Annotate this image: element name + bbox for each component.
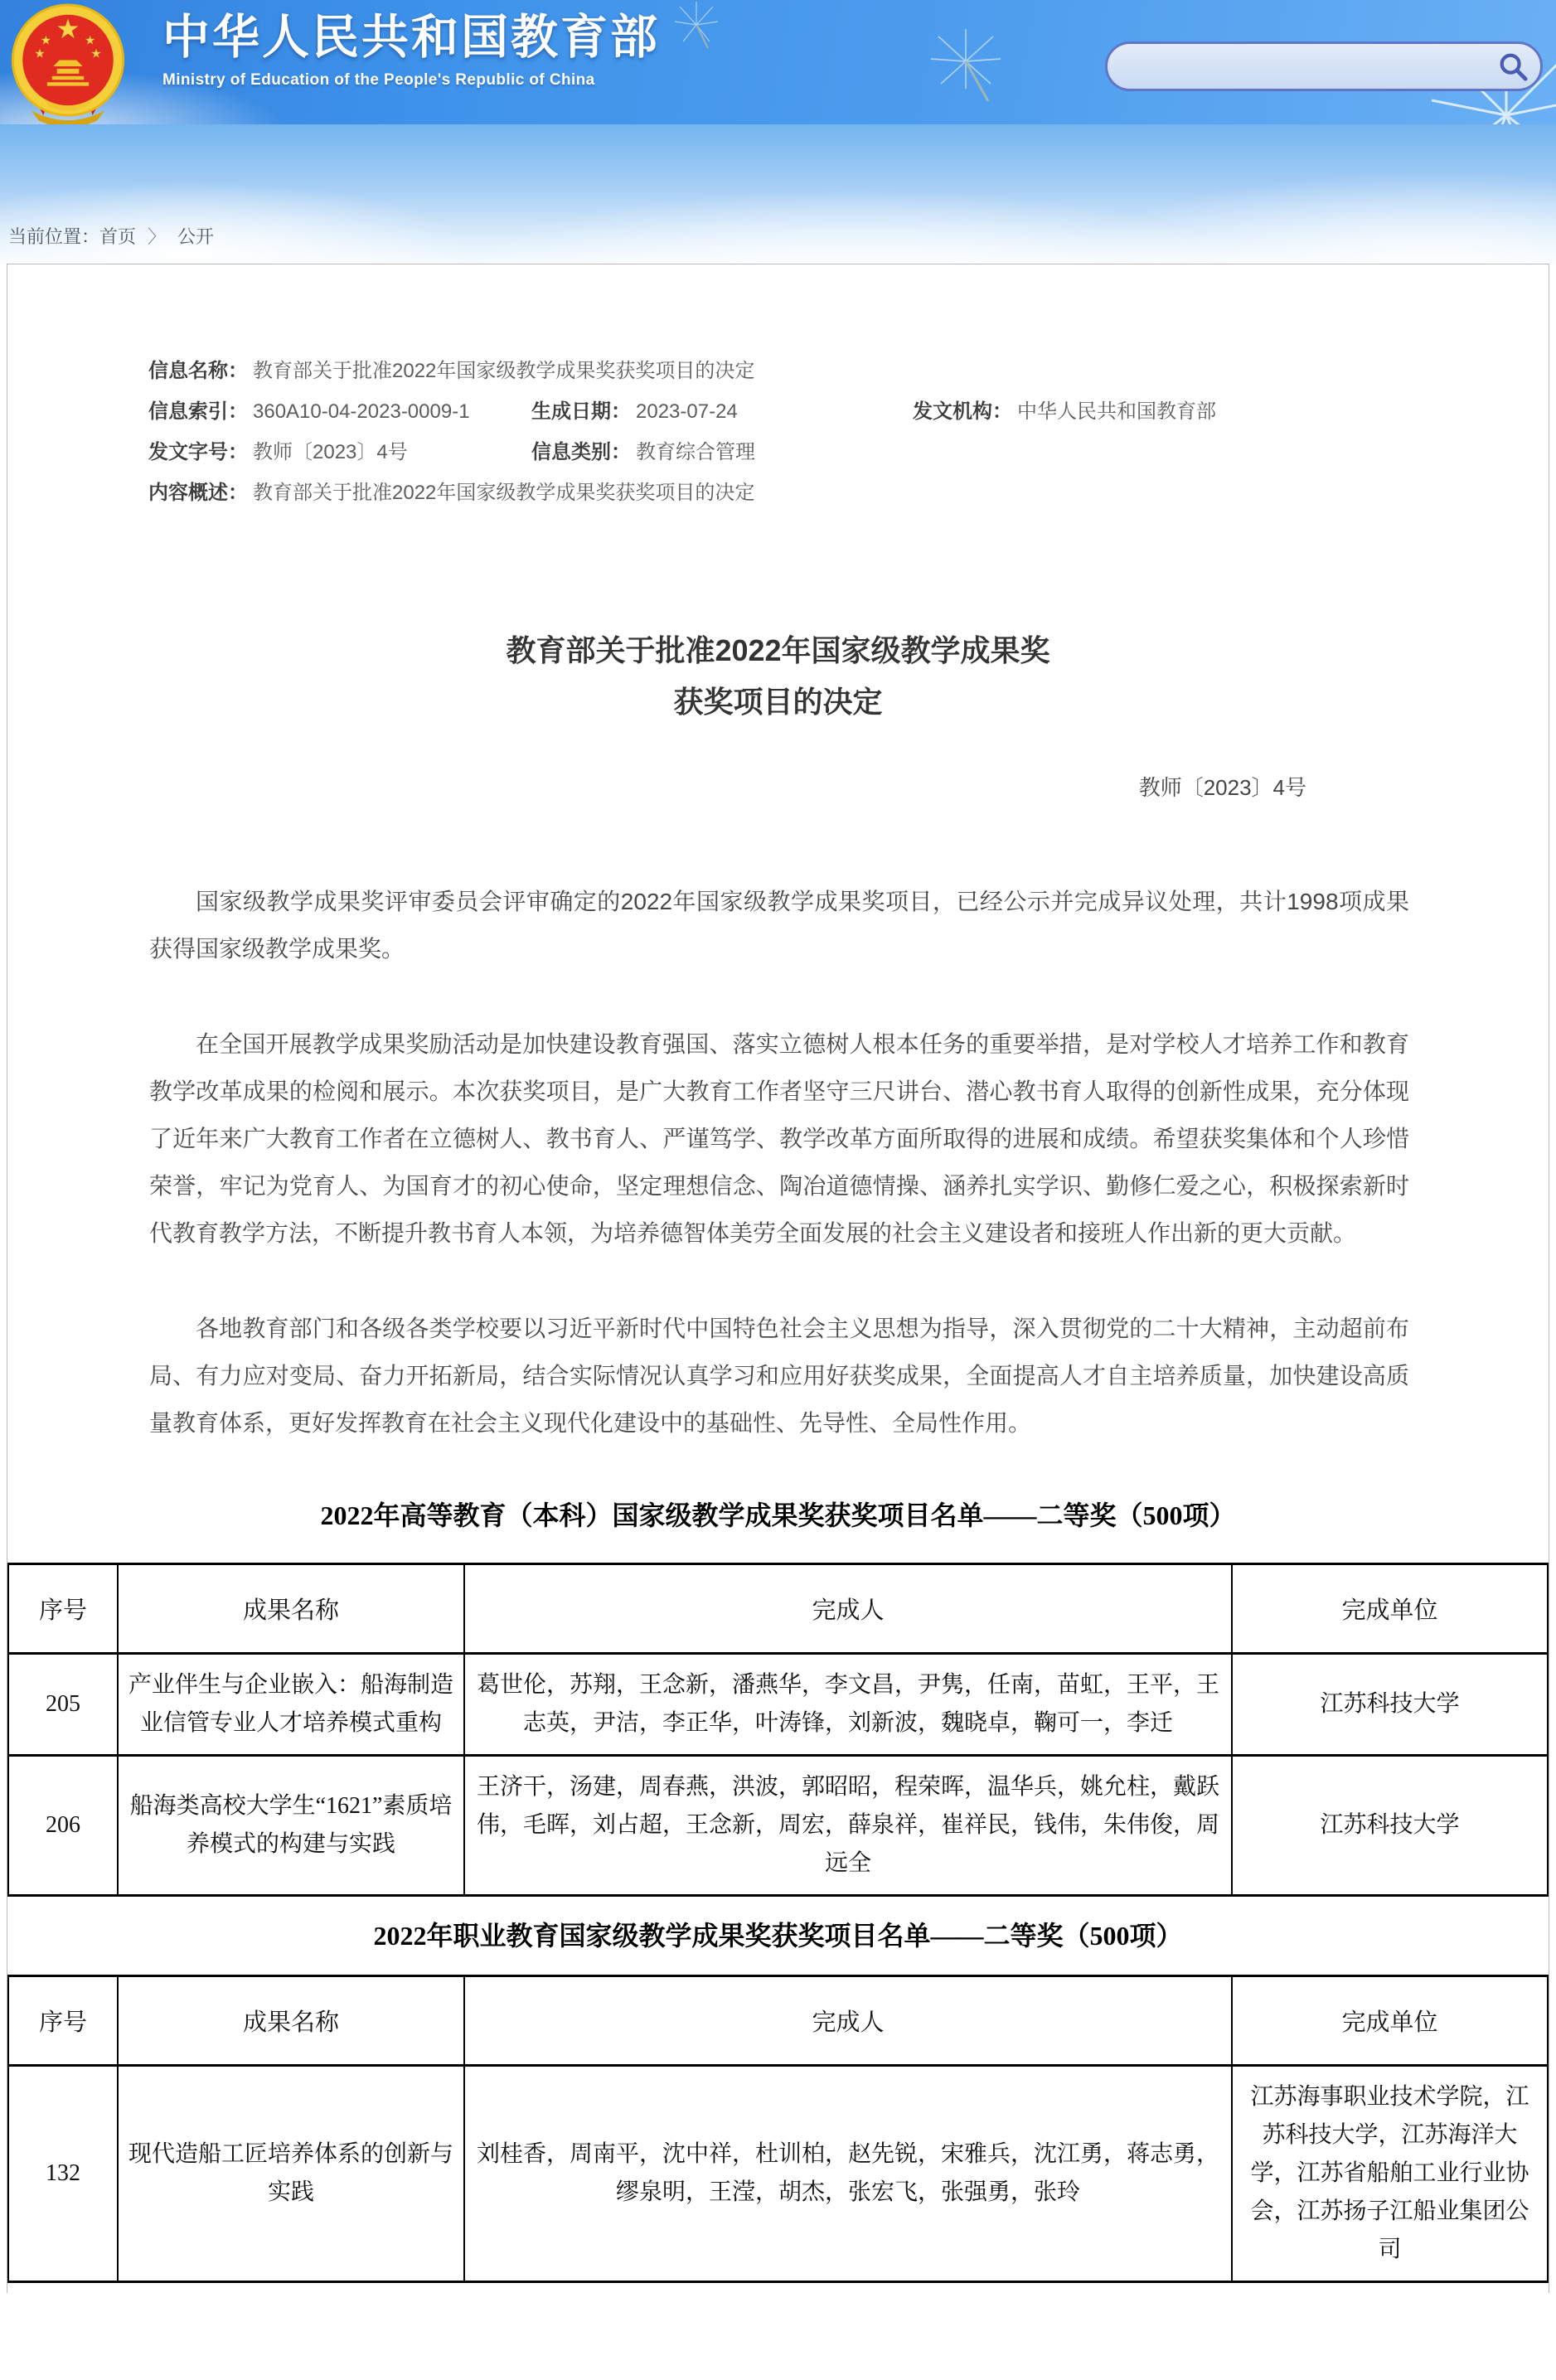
dandelion-icon xyxy=(924,29,1007,104)
document-meta xyxy=(148,351,1449,513)
meta-type xyxy=(531,432,913,473)
table-header-row xyxy=(8,1564,1548,1654)
cell-people: 刘桂香，周南平，沈中祥，杜训柏，赵先锐，宋雅兵，沈江勇，蒋志勇，缪泉明，王滢，胡杰，张宏飞，张强勇，张玲 xyxy=(464,2066,1232,2282)
svg-text:★: ★ xyxy=(56,13,80,44)
column-header-seq: 序号 xyxy=(8,1976,118,2066)
table-row xyxy=(8,1756,1548,1896)
table-row xyxy=(8,1654,1548,1756)
meta-name-value: 教育部关于批准2022年国家级教学成果奖获奖项目的决定 xyxy=(253,360,755,382)
column-header-name: 成果名称 xyxy=(118,1976,464,2066)
meta-agency-value: 中华人民共和国教育部 xyxy=(1017,400,1216,423)
meta-summary-label: 内容概述： xyxy=(148,482,248,504)
cell-org: 江苏海事职业技术学院，江苏科技大学，江苏海洋大学，江苏省船舶工业行业协会，江苏扬子江船业集团公司 xyxy=(1232,2066,1548,2282)
document-title-line2: 获奖项目的决定 xyxy=(673,685,883,719)
cell-people: 葛世伦，苏翔，王念新，潘燕华，李文昌，尹隽，任南，苗虹，王平，王志英，尹洁，李正华，叶涛锋，刘新波，魏晓卓，鞠可一，李迁 xyxy=(464,1654,1232,1756)
meta-docno-value: 教师〔2023〕4号 xyxy=(253,441,408,463)
meta-date-value: 2023-07-24 xyxy=(636,400,738,423)
cell-name: 产业伴生与企业嵌入：船海制造业信管专业人才培养模式重构 xyxy=(118,1654,464,1756)
meta-row xyxy=(148,351,1449,391)
breadcrumb-home-link[interactable]: 首页 xyxy=(99,226,137,247)
meta-name xyxy=(148,351,754,391)
breadcrumb-separator: 〉 xyxy=(148,226,167,247)
search-box xyxy=(1105,41,1543,91)
meta-date-label: 生成日期： xyxy=(531,400,631,423)
column-header-people: 完成人 xyxy=(464,1976,1232,2066)
meta-row xyxy=(148,473,1449,513)
cell-people: 王济干，汤建，周春燕，洪波，郭昭昭，程荣晖，温华兵，姚允柱，戴跃伟，毛晖，刘占超，王念新，周宏，薛泉祥，崔祥民，钱伟，朱伟俊，周远全 xyxy=(464,1756,1232,1896)
cell-org: 江苏科技大学 xyxy=(1232,1654,1548,1756)
paragraph: 各地教育部门和各级各类学校要以习近平新时代中国特色社会主义思想为指导，深入贯彻党的二十大精神，主动超前布局、有力应对变局、奋力开拓新局，结合实际情况认真学习和应用好获奖成果，全面提高人才自主培养质量，加快建设高质量教育体系，更好发挥教育在社会主义现代化建设中的基础性、先导性、全局性作用。 xyxy=(149,1316,1409,1436)
column-header-people: 完成人 xyxy=(464,1564,1232,1654)
meta-row xyxy=(148,432,1449,473)
paragraph: 在全国开展教学成果奖励活动是加快建设教育强国、落实立德树人根本任务的重要举措，是对学校人才培养工作和教育教学改革成果的检阅和展示。本次获奖项目，是广大教育工作者坚守三尺讲台、潜心教书育人取得的创新性成果，充分体现了近年来广大教育工作者在立德树人、教书育人、严谨笃学、教学改革方面所取得的进展和成绩。希望获奖集体和个人珍惜荣誉，牢记为党育人、为国育才的初心使命，坚定理想信念、陶冶道德情操、涵养扎实学识、勤修仁爱之心，积极探索新时代教育教学方法，不断提升教书育人本领，为培养德智体美劳全面发展的社会主义建设者和接班人作出新的更大贡献。 xyxy=(149,1031,1409,1246)
document-number: 教师〔2023〕4号 xyxy=(1138,775,1306,800)
column-header-name: 成果名称 xyxy=(118,1564,464,1654)
meta-docno xyxy=(148,432,531,473)
cell-seq: 206 xyxy=(8,1756,118,1896)
breadcrumb-label: 当前位置： xyxy=(8,226,100,247)
meta-agency-label: 发文机构： xyxy=(913,400,1012,423)
site-logo-title[interactable] xyxy=(162,8,660,90)
breadcrumb-open-link[interactable]: 公开 xyxy=(177,226,215,247)
search-input[interactable] xyxy=(1108,44,1497,89)
paragraph: 国家级教学成果奖评审委员会评审确定的2022年国家级教学成果奖项目，已经公示并完成异议处理，共计1998项成果获得国家级教学成果奖。 xyxy=(149,889,1409,962)
cell-seq: 132 xyxy=(8,2066,118,2282)
column-header-seq: 序号 xyxy=(8,1564,118,1654)
site-title-en: Ministry of Education of the People's Republic of China xyxy=(162,71,595,89)
sky-strip xyxy=(0,124,1556,264)
column-header-org: 完成单位 xyxy=(1232,1976,1548,2066)
table-header-row xyxy=(8,1976,1548,2066)
document-panel xyxy=(7,264,1549,2293)
document-body xyxy=(149,878,1409,1447)
section-heading-higher-education: 2022年高等教育（本科）国家级教学成果奖获奖项目名单——二等奖（500项） xyxy=(320,1500,1236,1530)
table-row xyxy=(8,2066,1548,2282)
award-table-higher-education xyxy=(7,1563,1549,1897)
cell-org: 江苏科技大学 xyxy=(1232,1756,1548,1896)
document-title-line1: 教育部关于批准2022年国家级教学成果奖 xyxy=(506,633,1050,667)
china-national-emblem-icon[interactable] xyxy=(7,2,129,124)
search-icon[interactable] xyxy=(1497,51,1529,82)
meta-summary-value: 教育部关于批准2022年国家级教学成果奖获奖项目的决定 xyxy=(253,482,755,504)
meta-summary xyxy=(148,473,754,513)
meta-row xyxy=(148,391,1449,432)
svg-text:★: ★ xyxy=(40,34,51,48)
meta-date xyxy=(531,391,913,432)
site-banner xyxy=(0,0,1556,124)
document-title xyxy=(7,625,1549,728)
svg-text:★: ★ xyxy=(34,47,46,61)
meta-agency xyxy=(913,391,1216,432)
cell-name: 现代造船工匠培养体系的创新与实践 xyxy=(118,2066,464,2282)
svg-text:★: ★ xyxy=(90,47,102,61)
meta-index-value: 360A10-04-2023-0009-1 xyxy=(253,400,470,423)
meta-docno-label: 发文字号： xyxy=(148,441,248,463)
svg-text:★: ★ xyxy=(85,34,96,48)
dandelion-icon xyxy=(667,0,725,50)
meta-type-label: 信息类别： xyxy=(531,441,631,463)
meta-index xyxy=(148,391,531,432)
meta-type-value: 教育综合管理 xyxy=(636,441,755,463)
section-heading-vocational-education: 2022年职业教育国家级教学成果奖获奖项目名单——二等奖（500项） xyxy=(373,1921,1183,1951)
meta-name-label: 信息名称： xyxy=(148,360,248,382)
cell-name: 船海类高校大学生“1621”素质培养模式的构建与实践 xyxy=(118,1756,464,1896)
award-table-vocational-education xyxy=(7,1975,1549,2283)
site-title-cn: 中华人民共和国教育部 xyxy=(162,11,660,64)
breadcrumb xyxy=(8,223,214,249)
cell-seq: 205 xyxy=(8,1654,118,1756)
column-header-org: 完成单位 xyxy=(1232,1564,1548,1654)
meta-index-label: 信息索引： xyxy=(148,400,248,423)
